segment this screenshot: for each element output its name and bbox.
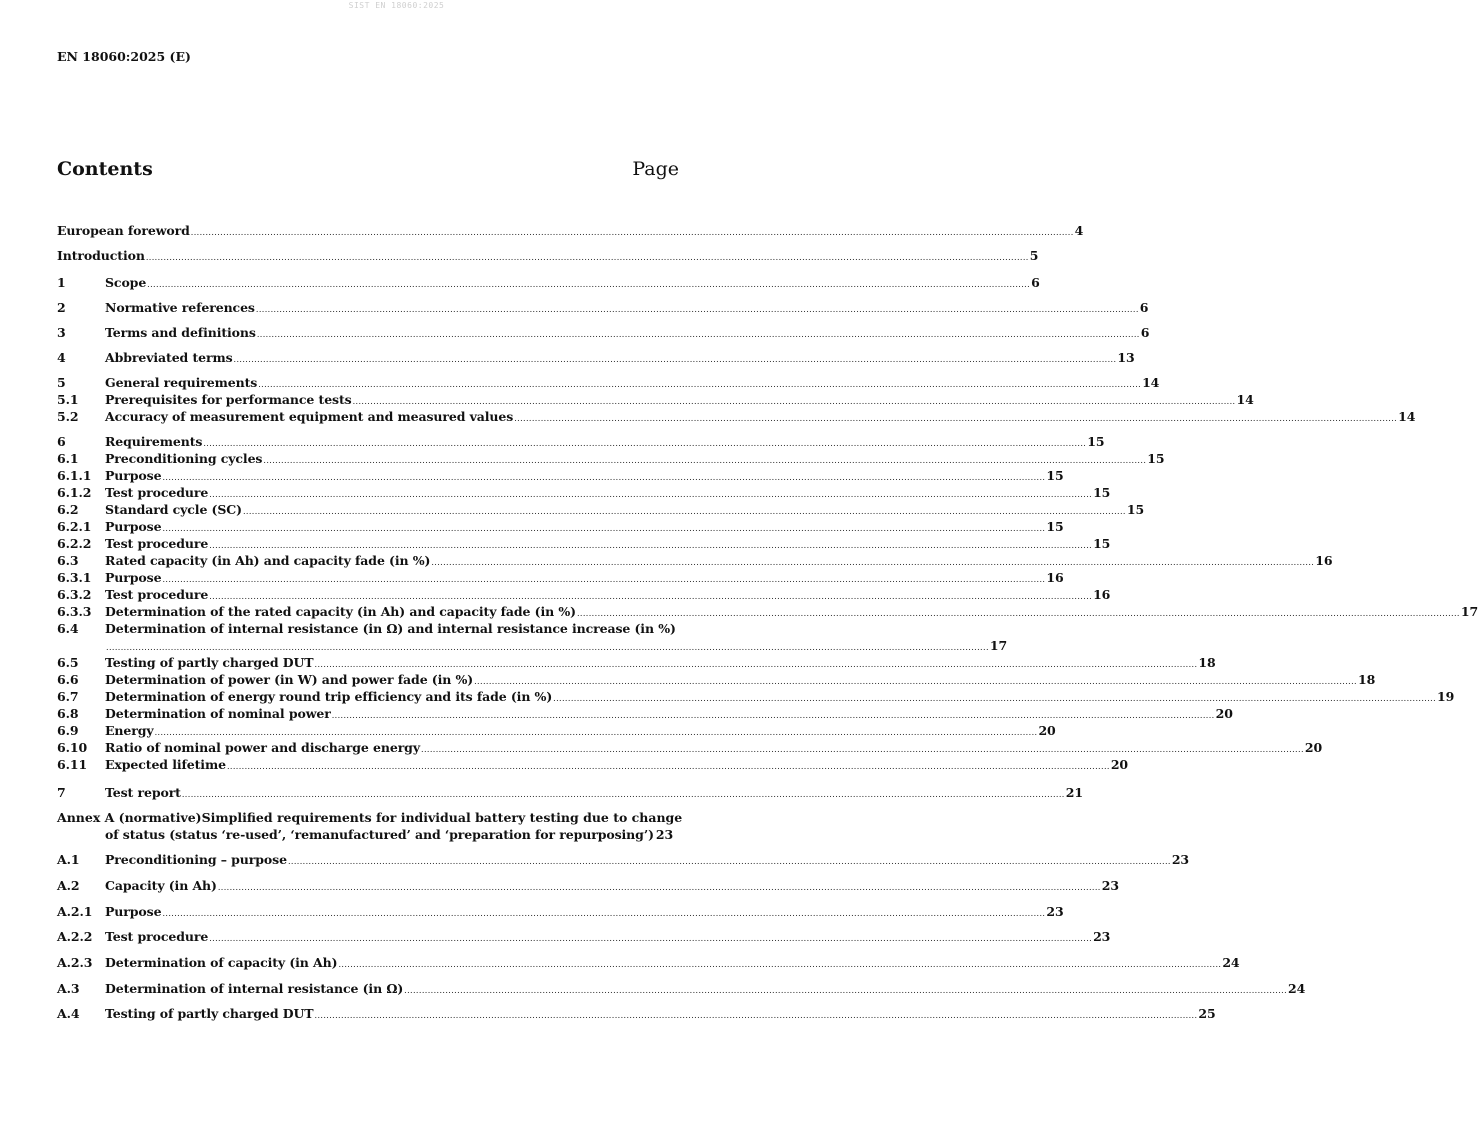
toc-entry-a-1[interactable]: A.1 Preconditioning – purpose ............................................................................................................................................................................................................................................................................................................ 23 <box>57 852 672 868</box>
dot-leader: ............................................................................................................................................................................................................................................................................................................ <box>147 280 1031 289</box>
dot-leader: ............................................................................................................................................................................................................................................................................................................ <box>404 986 1288 995</box>
toc-entry-european-foreword[interactable]: European foreword ............................................................................................................................................................................................................................................................................................................ 4 <box>57 223 672 239</box>
dot-leader: ............................................................................................................................................................................................................................................................................................................ <box>209 490 1093 499</box>
toc-entry-6-4[interactable]: 6.4 Determination of internal resistance (in Ω) and internal resistance increase (in %) <box>57 621 676 636</box>
dot-leader: ............................................................................................................................................................................................................................................................................................................ <box>162 909 1046 918</box>
dot-leader: ............................................................................................................................................................................................................................................................................................................ <box>154 728 1038 737</box>
toc-entry-6-10[interactable]: 6.10 Ratio of nominal power and discharge energy ............................................................................................................................................................................................................................................................................................................ 20 <box>57 740 672 756</box>
dot-leader: ............................................................................................................................................................................................................................................................................................................ <box>181 790 1065 799</box>
dot-leader: ............................................................................................................................................................................................................................................................................................................ <box>338 960 1222 969</box>
dot-leader: ............................................................................................................................................................................................................................................................................................................ <box>514 414 1398 423</box>
toc-entry-6-11[interactable]: 6.11 Expected lifetime ............................................................................................................................................................................................................................................................................................................ 20 <box>57 757 672 773</box>
dot-leader: ............................................................................................................................................................................................................................................................................................................ <box>162 473 1046 482</box>
dot-leader: ............................................................................................................................................................................................................................................................................................................ <box>314 1011 1198 1020</box>
dot-leader: ............................................................................................................................................................................................................................................................................................................ <box>331 711 1215 720</box>
toc-entry-2[interactable]: 2 Normative references ............................................................................................................................................................................................................................................................................................................ 6 <box>57 300 672 316</box>
toc-entry-6-3[interactable]: 6.3 Rated capacity (in Ah) and capacity fade (in %) ............................................................................................................................................................................................................................................................................................................ 16 <box>57 553 672 569</box>
dot-leader: ............................................................................................................................................................................................................................................................................................................ <box>162 575 1046 584</box>
dot-leader: ............................................................................................................................................................................................................................................................................................................ <box>106 643 989 652</box>
toc-entry-a-2-2[interactable]: A.2.2 Test procedure ............................................................................................................................................................................................................................................................................................................ 23 <box>57 929 672 945</box>
toc-entry-annex-a-continuation[interactable]: of status (status ‘re-used’, ‘remanufactured’ and ‘preparation for repurposing’) 23 <box>105 827 674 842</box>
toc-entry-5-1[interactable]: 5.1 Prerequisites for performance tests ............................................................................................................................................................................................................................................................................................................ 14 <box>57 392 672 408</box>
dot-leader: ............................................................................................................................................................................................................................................................................................................ <box>209 541 1093 550</box>
toc-entry-a-4[interactable]: A.4 Testing of partly charged DUT ............................................................................................................................................................................................................................................................................................................ 25 <box>57 1006 672 1022</box>
dot-leader: ............................................................................................................................................................................................................................................................................................................ <box>576 609 1460 618</box>
dot-leader: ............................................................................................................................................................................................................................................................................................................ <box>553 694 1437 703</box>
toc-entry-6-2[interactable]: 6.2 Standard cycle (SC) ............................................................................................................................................................................................................................................................................................................ 15 <box>57 502 672 518</box>
toc-entry-5[interactable]: 5 General requirements ............................................................................................................................................................................................................................................................................................................ 14 <box>57 375 672 391</box>
dot-leader: ............................................................................................................................................................................................................................................................................................................ <box>255 305 1139 314</box>
toc-entry-6-4-continuation[interactable]: ............................................................................................................................................................................................................................................................................................................ 17 <box>57 638 672 654</box>
dot-leader: ............................................................................................................................................................................................................................................................................................................ <box>190 228 1074 237</box>
toc-entry-5-2[interactable]: 5.2 Accuracy of measurement equipment and measured values ............................................................................................................................................................................................................................................................................................................ 14 <box>57 409 672 425</box>
toc-entry-a-2-1[interactable]: A.2.1 Purpose ............................................................................................................................................................................................................................................................................................................ 23 <box>57 904 672 920</box>
dot-leader: ............................................................................................................................................................................................................................................................................................................ <box>256 330 1140 339</box>
toc-entry-introduction[interactable]: Introduction ............................................................................................................................................................................................................................................................................................................ 5 <box>57 248 672 264</box>
dot-leader: ............................................................................................................................................................................................................................................................................................................ <box>352 397 1236 406</box>
toc-entry-6-5[interactable]: 6.5 Testing of partly charged DUT ............................................................................................................................................................................................................................................................................................................ 18 <box>57 655 672 671</box>
toc-entry-annex-a[interactable]: Annex A (normative) Simplified requirements for individual battery testing due to change <box>57 810 683 825</box>
dot-leader: ............................................................................................................................................................................................................................................................................................................ <box>203 439 1087 448</box>
dot-leader: ............................................................................................................................................................................................................................................................................................................ <box>226 762 1110 771</box>
dot-leader: ............................................................................................................................................................................................................................................................................................................ <box>217 883 1101 892</box>
document-id: EN 18060:2025 (E) <box>57 49 191 64</box>
dot-leader: ............................................................................................................................................................................................................................................................................................................ <box>474 677 1357 686</box>
toc-entry-6-3-2[interactable]: 6.3.2 Test procedure ............................................................................................................................................................................................................................................................................................................ 16 <box>57 587 672 603</box>
toc-entry-6-8[interactable]: 6.8 Determination of nominal power ............................................................................................................................................................................................................................................................................................................ 20 <box>57 706 672 722</box>
toc-entry-6-2-1[interactable]: 6.2.1 Purpose ............................................................................................................................................................................................................................................................................................................ 15 <box>57 519 672 535</box>
toc-entry-6-3-1[interactable]: 6.3.1 Purpose ............................................................................................................................................................................................................................................................................................................ 16 <box>57 570 672 586</box>
toc-entry-3[interactable]: 3 Terms and definitions ............................................................................................................................................................................................................................................................................................................ 6 <box>57 325 672 341</box>
dot-leader: ............................................................................................................................................................................................................................................................................................................ <box>263 456 1147 465</box>
toc-entry-a-3[interactable]: A.3 Determination of internal resistance (in Ω) ............................................................................................................................................................................................................................................................................................................ 24 <box>57 981 672 997</box>
dot-leader: ............................................................................................................................................................................................................................................................................................................ <box>233 355 1117 364</box>
dot-leader: ............................................................................................................................................................................................................................................................................................................ <box>258 380 1142 389</box>
toc-entry-6-1-1[interactable]: 6.1.1 Purpose ............................................................................................................................................................................................................................................................................................................ 15 <box>57 468 672 484</box>
watermark: SIST EN 18060:2025 <box>348 1 445 10</box>
dot-leader: ............................................................................................................................................................................................................................................................................................................ <box>162 524 1046 533</box>
toc-entry-6-6[interactable]: 6.6 Determination of power (in W) and power fade (in %) ............................................................................................................................................................................................................................................................................................................ 18 <box>57 672 672 688</box>
dot-leader: ............................................................................................................................................................................................................................................................................................................ <box>314 660 1198 669</box>
toc-entry-a-2-3[interactable]: A.2.3 Determination of capacity (in Ah) ............................................................................................................................................................................................................................................................................................................ 24 <box>57 955 672 971</box>
contents-heading: Contents <box>57 158 153 180</box>
toc-entry-6-9[interactable]: 6.9 Energy ............................................................................................................................................................................................................................................................................................................ 20 <box>57 723 672 739</box>
toc-entry-7[interactable]: 7 Test report ............................................................................................................................................................................................................................................................................................................ 21 <box>57 785 672 801</box>
toc-entry-a-2[interactable]: A.2 Capacity (in Ah) ............................................................................................................................................................................................................................................................................................................ 23 <box>57 878 672 894</box>
dot-leader: ............................................................................................................................................................................................................................................................................................................ <box>431 558 1315 567</box>
dot-leader: ............................................................................................................................................................................................................................................................................................................ <box>421 745 1304 754</box>
toc-entry-6-1-2[interactable]: 6.1.2 Test procedure ............................................................................................................................................................................................................................................................................................................ 15 <box>57 485 672 501</box>
toc-entry-1[interactable]: 1 Scope ............................................................................................................................................................................................................................................................................................................ 6 <box>57 275 672 291</box>
toc-entry-6-1[interactable]: 6.1 Preconditioning cycles ............................................................................................................................................................................................................................................................................................................ 15 <box>57 451 672 467</box>
dot-leader: ............................................................................................................................................................................................................................................................................................................ <box>209 934 1093 943</box>
toc-entry-4[interactable]: 4 Abbreviated terms ............................................................................................................................................................................................................................................................................................................ 13 <box>57 350 672 366</box>
toc-entry-6-2-2[interactable]: 6.2.2 Test procedure ............................................................................................................................................................................................................................................................................................................ 15 <box>57 536 672 552</box>
dot-leader: ............................................................................................................................................................................................................................................................................................................ <box>209 592 1093 601</box>
dot-leader: ............................................................................................................................................................................................................................................................................................................ <box>145 253 1029 262</box>
page-column-heading: Page <box>632 158 679 180</box>
toc-entry-6[interactable]: 6 Requirements ............................................................................................................................................................................................................................................................................................................ 15 <box>57 434 672 450</box>
toc-entry-6-3-3[interactable]: 6.3.3 Determination of the rated capacity (in Ah) and capacity fade (in %) ............................................................................................................................................................................................................................................................................................................ 17 <box>57 604 672 620</box>
toc-entry-6-7[interactable]: 6.7 Determination of energy round trip efficiency and its fade (in %) ............................................................................................................................................................................................................................................................................................................ 19 <box>57 689 672 705</box>
dot-leader: ............................................................................................................................................................................................................................................................................................................ <box>287 857 1171 866</box>
dot-leader: ............................................................................................................................................................................................................................................................................................................ <box>242 507 1126 516</box>
